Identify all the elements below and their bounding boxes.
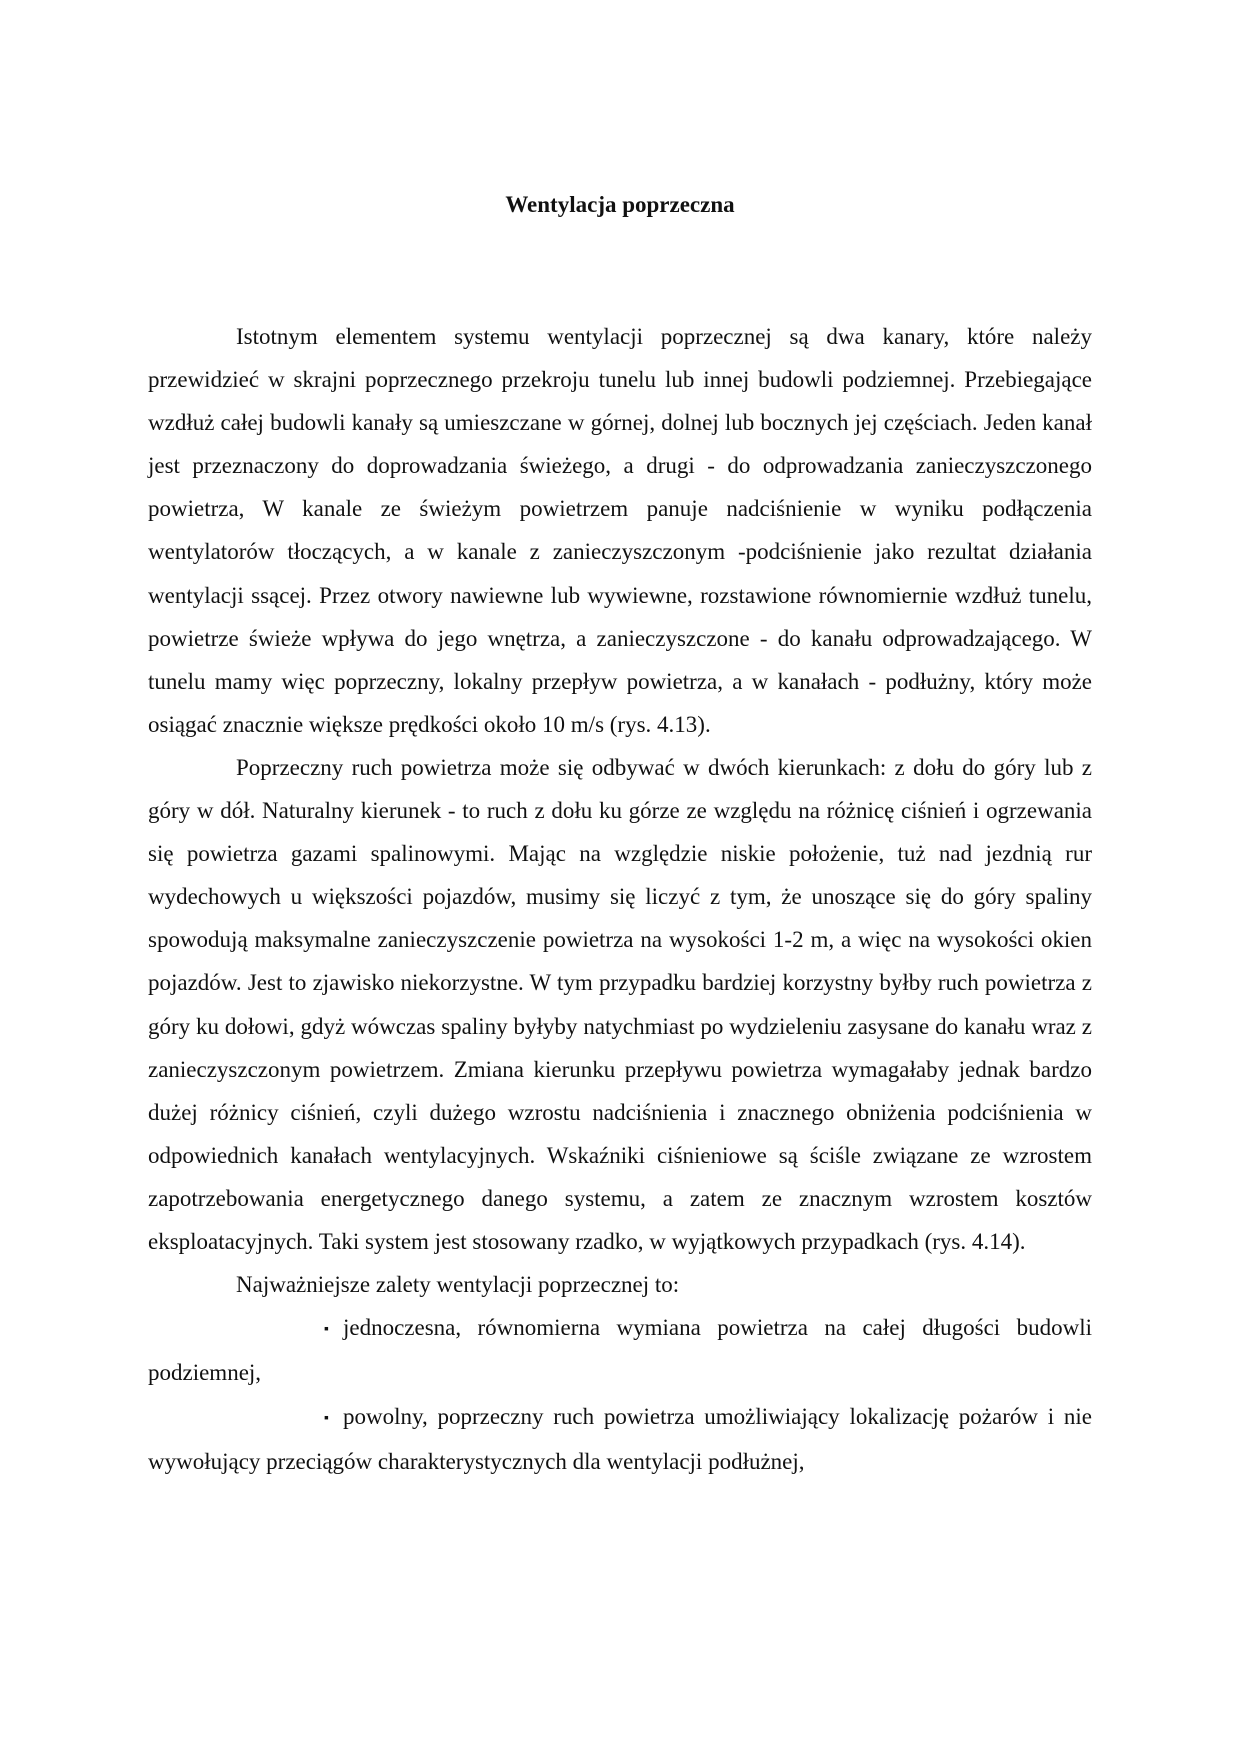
document-body <box>148 315 1092 1483</box>
list-item-2 <box>148 1395 1092 1483</box>
paragraph-2: Poprzeczny ruch powietrza może się odbywać w dwóch kierunkach: z dołu do góry lub z góry w dół. Naturalny kierunek - to ruch z dołu ku górze ze względu na różnicę ciśnień i ogrzewania się powietrza gazami spalinowymi. Mając na względzie niskie położenie, tuż nad jezdnią rur wydechowych u większości pojazdów, musimy się liczyć z tym, że unoszące się do góry spaliny spowodują maksymalne zanieczyszczenie powietrza na wysokości 1-2 m, a więc na wysokości okien pojazdów. Jest to zjawisko niekorzystne. W tym przypadku bardziej korzystny byłby ruch powietrza z góry ku dołowi, gdyż wówczas spaliny byłyby natychmiast po wydzieleniu zasysane do kanału wraz z zanieczyszczonym powietrzem. Zmiana kierunku przepływu powietrza wymagałaby jednak bardzo dużej różnicy ciśnień, czyli dużego wzrostu nadciśnienia i znacznego obniżenia podciśnienia w odpowiednich kanałach wentylacyjnych. Wskaźniki ciśnieniowe są ściśle związane ze wzrostem zapotrzebowania energetycznego danego systemu, a zatem ze znacznym wzrostem kosztów eksploatacyjnych. Taki system jest stosowany rzadko, w wyjątkowych przypadkach (rys. 4.14). <box>148 754 1092 1254</box>
paragraph-1: Istotnym elementem systemu wentylacji poprzecznej są dwa kanary, które należy przewidzieć w skrajni poprzecznego przekroju tunelu lub innej budowli podziemnej. Przebiegające wzdłuż całej budowli kanały są umieszczane w górnej, dolnej lub bocznych jej częściach. Jeden kanał jest przeznaczony do doprowadzania świeżego, a drugi - do odprowadzania zanieczyszczonego powietrza, W kanale ze świeżym powietrzem panuje nadciśnienie w wyniku podłączenia wentylatorów tłoczących, a w kanale z zanieczyszczonym -podciśnienie jako rezultat działania wentylacji ssącej. Przez otwory nawiewne lub wywiewne, rozstawione równomiernie wzdłuż tunelu, powietrze świeże wpływa do jego wnętrza, a zanieczyszczone - do kanału odprowadzającego. W tunelu mamy więc poprzeczny, lokalny przepływ powietrza, a w kanałach - podłużny, który może osiągać znacznie większe prędkości około 10 m/s (rys. 4.13). <box>148 324 1092 737</box>
document-title: Wentylacja poprzeczna <box>505 192 735 217</box>
list-item-text: jednoczesna, równomierna wymiana powietrza na całej długości budowli podziemnej, <box>148 1315 1092 1386</box>
bullet-icon: ▪ <box>324 1322 329 1338</box>
list-item-1 <box>148 1306 1092 1394</box>
list-intro: Najważniejsze zalety wentylacji poprzecznej to: <box>236 1272 680 1298</box>
bullet-icon: ▪ <box>324 1410 329 1426</box>
list-item-text: powolny, poprzeczny ruch powietrza umożliwiający lokalizację pożarów i nie wywołujący przeciągów charakterystycznych dla wentylacji podłużnej, <box>148 1403 1092 1474</box>
